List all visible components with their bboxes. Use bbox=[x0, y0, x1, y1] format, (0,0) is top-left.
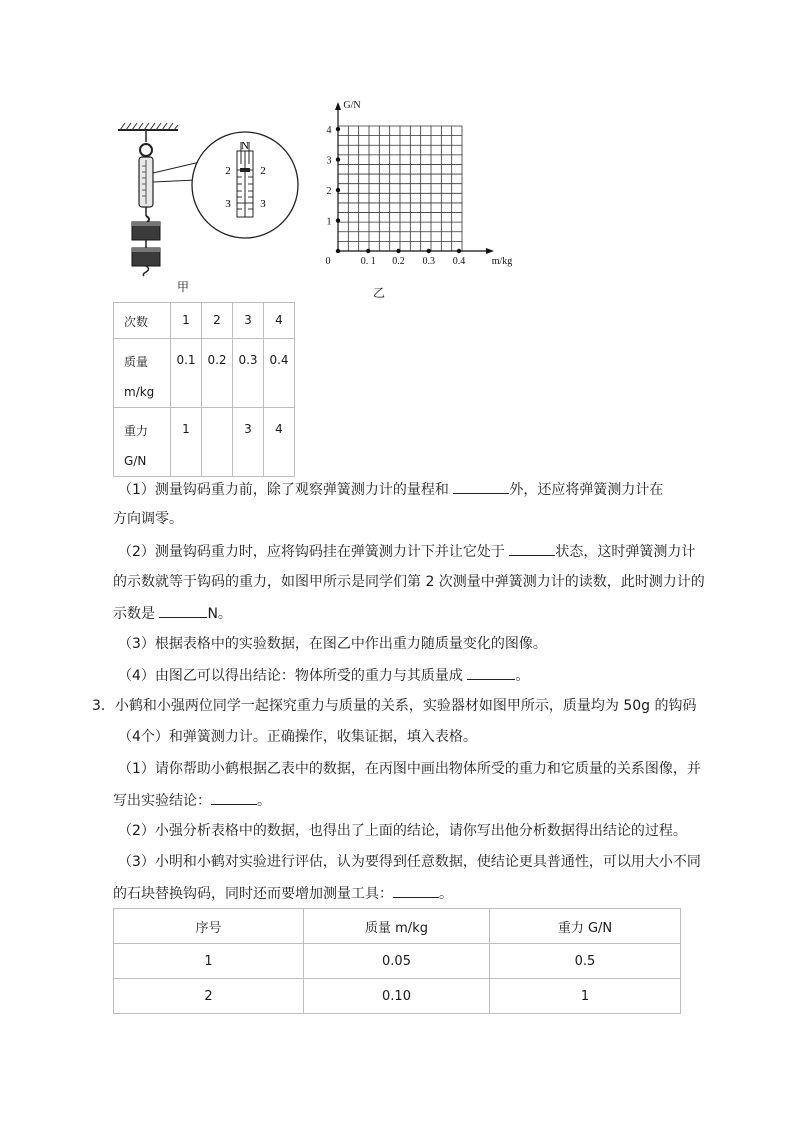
q2-part2-line2: 的示数就等于钩码的重力，如图甲所示是同学们第 2 次测量中弹簧测力计的读数，此时测力计的 bbox=[113, 574, 705, 590]
dial-label-2-right: 2 bbox=[260, 165, 266, 177]
row-label-mass-line2: m/kg bbox=[124, 385, 155, 399]
table-cell: 1 bbox=[490, 979, 681, 1014]
origin-label: 0 bbox=[325, 256, 331, 267]
table-cell bbox=[202, 408, 233, 477]
x-tick-label: 0.3 bbox=[422, 256, 435, 267]
table-cell: 0.4 bbox=[264, 339, 295, 408]
table-header-row bbox=[114, 909, 681, 944]
answer-blank[interactable] bbox=[393, 883, 439, 898]
q3-p3-text-b: 的石块替换钩码，同时还而要增加测量工具： bbox=[113, 886, 393, 902]
q2-p4-text-b: 。 bbox=[515, 668, 530, 684]
table-row bbox=[114, 944, 681, 979]
y-tick-label: 3 bbox=[326, 155, 332, 167]
q2-p4-text-a: （4）由图乙可以得出结论：物体所受的重力与其质量成 bbox=[118, 668, 468, 684]
question-number: 3． bbox=[92, 698, 115, 714]
q2-p1-text-a: （1）测量钩码重力前，除了观察弹簧测力计的量程和 bbox=[118, 482, 454, 498]
table-cell: 2 bbox=[114, 979, 304, 1014]
data-point bbox=[336, 249, 340, 253]
table-cell: 0.5 bbox=[490, 944, 681, 979]
dial-label-3-left: 3 bbox=[225, 198, 231, 210]
experiment-table-1 bbox=[113, 302, 295, 477]
row-label-gravity-line2: G/N bbox=[124, 454, 147, 468]
q2-p1-text-b: 外，还应将弹簧测力计在 bbox=[509, 482, 664, 498]
q3-p1-text-b: 写出实验结论： bbox=[113, 793, 211, 809]
q3-part1-line2 bbox=[113, 790, 271, 811]
q2-part2-line3 bbox=[113, 603, 232, 624]
y-axis-arrow bbox=[335, 102, 341, 110]
q3-part1-line1: （1）请你帮助小鹤根据乙表中的数据，在丙图中画出物体所受的重力和它质量的关系图像，并 bbox=[118, 761, 701, 777]
x-axis-label: m/kg bbox=[491, 256, 513, 267]
q2-part2-line1 bbox=[118, 541, 695, 562]
figure-yi-chart bbox=[315, 96, 515, 276]
experiment-table-2 bbox=[113, 908, 681, 1014]
table-cell: 0.10 bbox=[304, 979, 490, 1014]
table-cell: 1 bbox=[171, 303, 202, 339]
dial-label-3-right: 3 bbox=[260, 198, 266, 210]
table-cell: 2 bbox=[202, 303, 233, 339]
q2-p2-text-b: 状态，这时弹簧测力计 bbox=[555, 544, 696, 560]
q3-stem-text-a: 小鹤和小强两位同学一起探究重力与质量的关系，实验器材如图甲所示，质量均为 50g 的钩码 bbox=[114, 698, 697, 714]
q2-part1-line1 bbox=[118, 479, 663, 500]
data-point bbox=[366, 249, 370, 253]
dial-label-2-left: 2 bbox=[225, 165, 231, 177]
table-header-cell: 质量 m/kg bbox=[304, 909, 490, 944]
table-cell: 0.1 bbox=[171, 339, 202, 408]
q2-part3: （3）根据表格中的实验数据，在图乙中作出重力随质量变化的图像。 bbox=[118, 636, 547, 652]
table-row bbox=[114, 408, 295, 477]
data-point bbox=[396, 249, 400, 253]
table-header-cell: 重力 G/N bbox=[490, 909, 681, 944]
y-tick-label: 2 bbox=[326, 186, 332, 198]
table-cell: 3 bbox=[233, 303, 264, 339]
table-header-cell: 序号 bbox=[114, 909, 304, 944]
dial-unit-label: N bbox=[241, 140, 249, 152]
table-cell: 3 bbox=[233, 408, 264, 477]
q2-p2-text-e: N。 bbox=[207, 606, 232, 622]
q3-p3-text-c: 。 bbox=[439, 886, 453, 902]
table-row bbox=[114, 339, 295, 408]
q3-stem-line2: （4个）和弹簧测力计。正确操作，收集证据，填入表格。 bbox=[118, 729, 477, 745]
q3-part3-line2 bbox=[113, 883, 453, 904]
table-header-cell bbox=[114, 339, 171, 408]
chart-points bbox=[336, 127, 461, 253]
table-header-cell bbox=[114, 408, 171, 477]
x-tick-label: 0.2 bbox=[392, 256, 405, 267]
figure-yi-caption: 乙 bbox=[373, 286, 386, 300]
table-row bbox=[114, 979, 681, 1014]
y-tick-label: 4 bbox=[326, 125, 332, 137]
figure-jia-caption: 甲 bbox=[177, 280, 190, 294]
data-point bbox=[336, 218, 340, 222]
row-label-gravity-line1: 重力 bbox=[124, 424, 149, 438]
table-row bbox=[114, 303, 295, 339]
x-axis-arrow bbox=[486, 248, 494, 254]
data-point bbox=[336, 157, 340, 161]
answer-blank[interactable] bbox=[509, 541, 555, 556]
table-cell: 4 bbox=[264, 303, 295, 339]
table-cell: 0.3 bbox=[233, 339, 264, 408]
q2-p2-text-d: 示数是 bbox=[113, 606, 160, 622]
figure-jia-apparatus bbox=[110, 118, 305, 280]
q2-part1-line2: 方向调零。 bbox=[113, 511, 183, 527]
chart-grid bbox=[338, 126, 462, 251]
table-cell: 4 bbox=[264, 408, 295, 477]
table-cell: 0.05 bbox=[304, 944, 490, 979]
q2-part4 bbox=[118, 665, 529, 686]
answer-blank[interactable] bbox=[159, 603, 207, 618]
q3-part2: （2）小强分析表格中的数据，也得出了上面的结论，请你写出他分析数据得出结论的过程。 bbox=[118, 823, 687, 839]
y-axis-label: G/N bbox=[343, 100, 361, 111]
q3-part3-line1: （3）小明和小鹤对实验进行评估，认为要得到任意数据，使结论更具普通性，可以用大小不同 bbox=[118, 854, 701, 870]
row-label-mass-line1: 质量 bbox=[124, 355, 149, 369]
x-tick-label: 0.4 bbox=[452, 256, 466, 267]
data-point bbox=[336, 188, 340, 192]
q3-stem-line1 bbox=[92, 696, 697, 716]
table-cell: 0.2 bbox=[202, 339, 233, 408]
data-point bbox=[336, 127, 340, 131]
q2-p2-text-a: （2）测量钩码重力时，应将钩码挂在弹簧测力计下并让它处于 bbox=[118, 544, 510, 560]
data-point bbox=[427, 249, 431, 253]
answer-blank[interactable] bbox=[211, 790, 257, 805]
answer-blank[interactable] bbox=[453, 479, 509, 494]
table-cell: 1 bbox=[114, 944, 304, 979]
q3-p1-text-c: 。 bbox=[257, 793, 271, 809]
x-tick-label: 0. 1 bbox=[360, 256, 376, 267]
answer-blank[interactable] bbox=[467, 665, 515, 680]
y-tick-label: 1 bbox=[326, 216, 332, 228]
table-cell: 1 bbox=[171, 408, 202, 477]
table-header-cell: 次数 bbox=[114, 303, 171, 339]
data-point bbox=[457, 249, 461, 253]
